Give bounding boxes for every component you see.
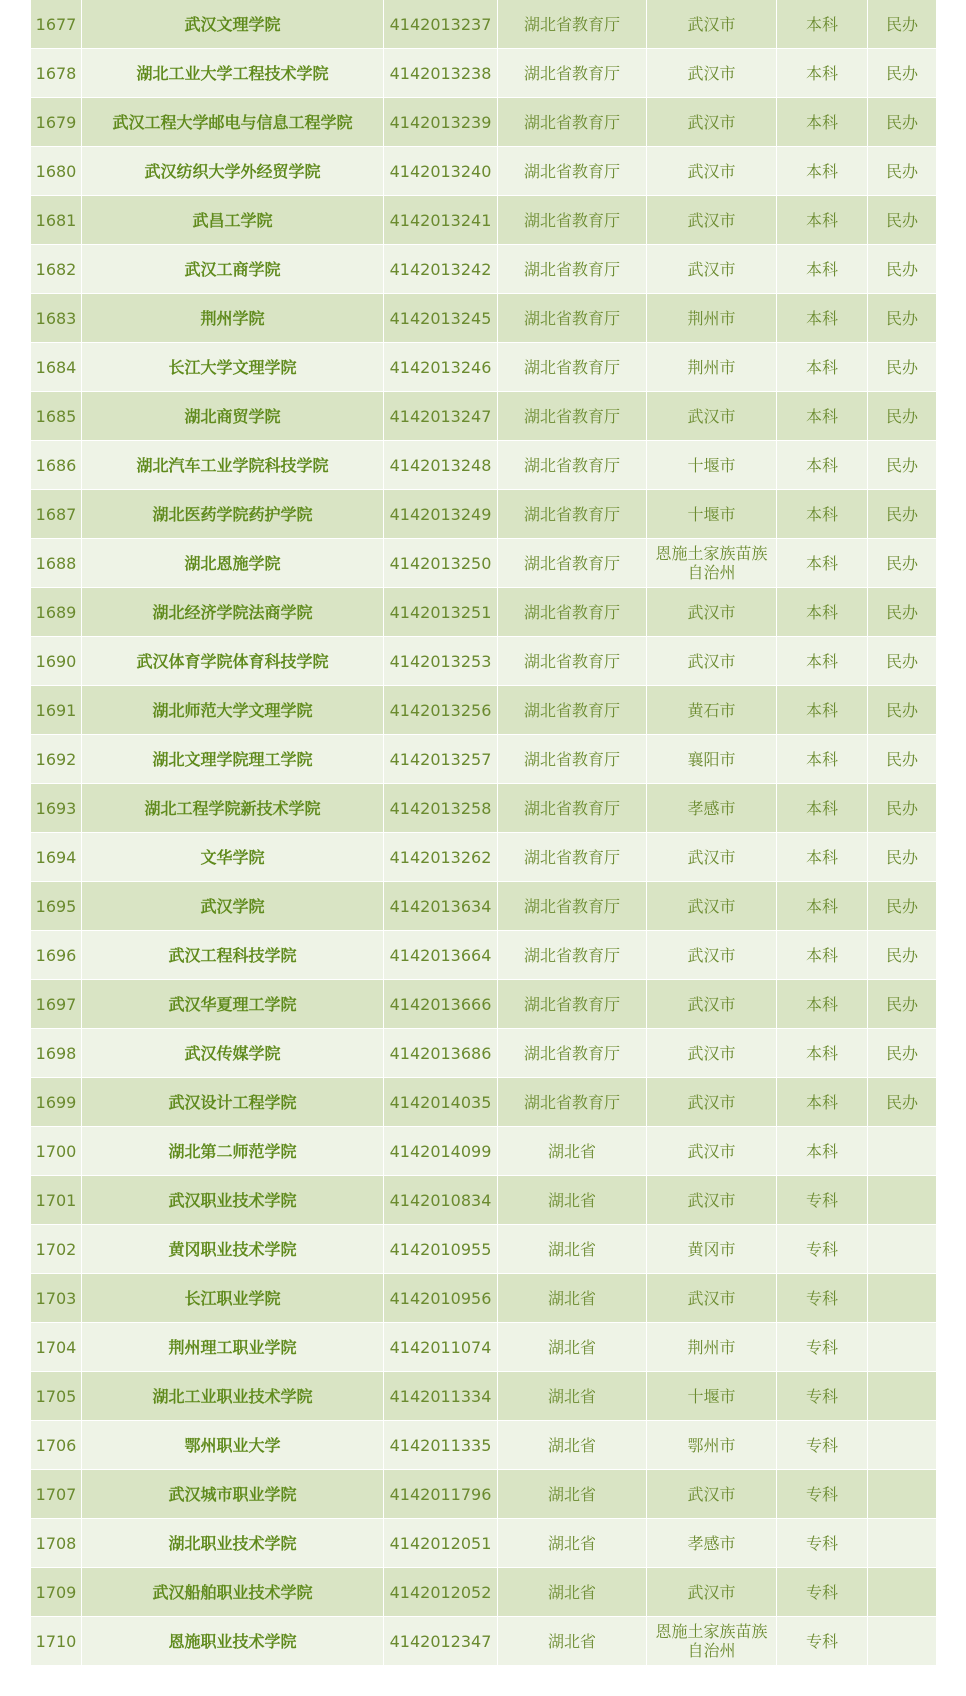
- level-cell: 专科: [777, 1372, 868, 1421]
- school-name-cell: 湖北工业大学工程技术学院: [82, 49, 384, 98]
- school-code-cell: 4142010956: [384, 1274, 498, 1323]
- table-row: [31, 490, 937, 539]
- table-row: [31, 196, 937, 245]
- authority-cell: 湖北省教育厅: [498, 147, 647, 196]
- level-cell: 专科: [777, 1323, 868, 1372]
- authority-cell: 湖北省教育厅: [498, 1029, 647, 1078]
- school-name-cell: 武汉船舶职业技术学院: [82, 1568, 384, 1617]
- school-code-cell: 4142013240: [384, 147, 498, 196]
- row-number-cell: 1692: [31, 735, 82, 784]
- school-code-cell: 4142013666: [384, 980, 498, 1029]
- table-row: [31, 539, 937, 588]
- authority-cell: 湖北省: [498, 1372, 647, 1421]
- city-cell: 鄂州市: [647, 1421, 777, 1470]
- city-cell: 武汉市: [647, 637, 777, 686]
- school-code-cell: 4142013257: [384, 735, 498, 784]
- table-row: [31, 1176, 937, 1225]
- table-row: [31, 931, 937, 980]
- authority-cell: 湖北省: [498, 1274, 647, 1323]
- level-cell: 专科: [777, 1274, 868, 1323]
- authority-cell: 湖北省教育厅: [498, 637, 647, 686]
- city-cell: 武汉市: [647, 833, 777, 882]
- city-cell: 十堰市: [647, 490, 777, 539]
- remark-cell: [868, 1225, 937, 1274]
- school-name-cell: 湖北工业职业技术学院: [82, 1372, 384, 1421]
- row-number-cell: 1706: [31, 1421, 82, 1470]
- table-row: [31, 1029, 937, 1078]
- remark-cell: 民办: [868, 980, 937, 1029]
- city-cell: 武汉市: [647, 1029, 777, 1078]
- table-row: [31, 686, 937, 735]
- authority-cell: 湖北省教育厅: [498, 882, 647, 931]
- school-name-cell: 湖北师范大学文理学院: [82, 686, 384, 735]
- authority-cell: 湖北省教育厅: [498, 196, 647, 245]
- level-cell: 本科: [777, 539, 868, 588]
- school-code-cell: 4142013634: [384, 882, 498, 931]
- level-cell: 本科: [777, 392, 868, 441]
- city-cell: 武汉市: [647, 147, 777, 196]
- city-cell: 十堰市: [647, 441, 777, 490]
- city-cell: 恩施土家族苗族自治州: [647, 539, 777, 588]
- level-cell: 本科: [777, 294, 868, 343]
- school-name-cell: 武汉纺织大学外经贸学院: [82, 147, 384, 196]
- city-cell: 襄阳市: [647, 735, 777, 784]
- level-cell: 本科: [777, 343, 868, 392]
- city-cell: 武汉市: [647, 1568, 777, 1617]
- table-row: [31, 1470, 937, 1519]
- authority-cell: 湖北省: [498, 1323, 647, 1372]
- level-cell: 本科: [777, 1127, 868, 1176]
- level-cell: 本科: [777, 147, 868, 196]
- school-name-cell: 湖北第二师范学院: [82, 1127, 384, 1176]
- remark-cell: [868, 1127, 937, 1176]
- city-cell: 武汉市: [647, 49, 777, 98]
- row-number-cell: 1689: [31, 588, 82, 637]
- school-code-cell: 4142012347: [384, 1617, 498, 1666]
- table-row: [31, 1568, 937, 1617]
- row-number-cell: 1691: [31, 686, 82, 735]
- school-code-cell: 4142013241: [384, 196, 498, 245]
- level-cell: 本科: [777, 490, 868, 539]
- table-row: [31, 1078, 937, 1127]
- row-number-cell: 1702: [31, 1225, 82, 1274]
- remark-cell: 民办: [868, 931, 937, 980]
- authority-cell: 湖北省: [498, 1127, 647, 1176]
- row-number-cell: 1695: [31, 882, 82, 931]
- authority-cell: 湖北省: [498, 1470, 647, 1519]
- table-row: [31, 49, 937, 98]
- row-number-cell: 1684: [31, 343, 82, 392]
- level-cell: 本科: [777, 98, 868, 147]
- row-number-cell: 1690: [31, 637, 82, 686]
- authority-cell: 湖北省: [498, 1421, 647, 1470]
- row-number-cell: 1685: [31, 392, 82, 441]
- school-name-cell: 武汉学院: [82, 882, 384, 931]
- row-number-cell: 1682: [31, 245, 82, 294]
- remark-cell: 民办: [868, 98, 937, 147]
- remark-cell: 民办: [868, 49, 937, 98]
- remark-cell: 民办: [868, 637, 937, 686]
- level-cell: 专科: [777, 1617, 868, 1666]
- school-code-cell: 4142013253: [384, 637, 498, 686]
- level-cell: 本科: [777, 1029, 868, 1078]
- school-name-cell: 武昌工学院: [82, 196, 384, 245]
- authority-cell: 湖北省: [498, 1519, 647, 1568]
- row-number-cell: 1683: [31, 294, 82, 343]
- city-cell: 荆州市: [647, 294, 777, 343]
- school-code-cell: 4142013247: [384, 392, 498, 441]
- authority-cell: 湖北省教育厅: [498, 245, 647, 294]
- school-code-cell: 4142013250: [384, 539, 498, 588]
- table-row: [31, 441, 937, 490]
- level-cell: 专科: [777, 1421, 868, 1470]
- city-cell: 孝感市: [647, 1519, 777, 1568]
- school-name-cell: 武汉城市职业学院: [82, 1470, 384, 1519]
- remark-cell: [868, 1372, 937, 1421]
- level-cell: 本科: [777, 686, 868, 735]
- table-row: [31, 1127, 937, 1176]
- school-code-cell: 4142014035: [384, 1078, 498, 1127]
- authority-cell: 湖北省教育厅: [498, 1078, 647, 1127]
- row-number-cell: 1709: [31, 1568, 82, 1617]
- school-code-cell: 4142011074: [384, 1323, 498, 1372]
- school-list-table: [30, 0, 937, 1666]
- row-number-cell: 1703: [31, 1274, 82, 1323]
- school-code-cell: 4142011334: [384, 1372, 498, 1421]
- table-row: [31, 1372, 937, 1421]
- remark-cell: 民办: [868, 490, 937, 539]
- city-cell: 黄石市: [647, 686, 777, 735]
- school-name-cell: 湖北医药学院药护学院: [82, 490, 384, 539]
- authority-cell: 湖北省教育厅: [498, 294, 647, 343]
- city-cell: 武汉市: [647, 98, 777, 147]
- remark-cell: 民办: [868, 833, 937, 882]
- city-cell: 武汉市: [647, 1176, 777, 1225]
- remark-cell: [868, 1323, 937, 1372]
- row-number-cell: 1701: [31, 1176, 82, 1225]
- table-row: [31, 882, 937, 931]
- school-code-cell: 4142010955: [384, 1225, 498, 1274]
- authority-cell: 湖北省教育厅: [498, 588, 647, 637]
- school-name-cell: 武汉工程大学邮电与信息工程学院: [82, 98, 384, 147]
- table-row: [31, 1421, 937, 1470]
- row-number-cell: 1687: [31, 490, 82, 539]
- school-code-cell: 4142013262: [384, 833, 498, 882]
- city-cell: 武汉市: [647, 1470, 777, 1519]
- row-number-cell: 1700: [31, 1127, 82, 1176]
- school-code-cell: 4142013258: [384, 784, 498, 833]
- school-code-cell: 4142013239: [384, 98, 498, 147]
- table-row: [31, 1519, 937, 1568]
- table-row: [31, 637, 937, 686]
- remark-cell: 民办: [868, 588, 937, 637]
- remark-cell: 民办: [868, 735, 937, 784]
- row-number-cell: 1680: [31, 147, 82, 196]
- authority-cell: 湖北省教育厅: [498, 392, 647, 441]
- row-number-cell: 1697: [31, 980, 82, 1029]
- authority-cell: 湖北省教育厅: [498, 441, 647, 490]
- table-row: [31, 0, 937, 49]
- table-row: [31, 147, 937, 196]
- remark-cell: [868, 1421, 937, 1470]
- table-row: [31, 1323, 937, 1372]
- school-name-cell: 湖北职业技术学院: [82, 1519, 384, 1568]
- school-code-cell: 4142013664: [384, 931, 498, 980]
- remark-cell: [868, 1274, 937, 1323]
- school-name-cell: 湖北商贸学院: [82, 392, 384, 441]
- level-cell: 本科: [777, 196, 868, 245]
- city-cell: 武汉市: [647, 392, 777, 441]
- level-cell: 专科: [777, 1519, 868, 1568]
- remark-cell: 民办: [868, 392, 937, 441]
- table-body: [31, 0, 937, 1666]
- remark-cell: 民办: [868, 686, 937, 735]
- school-name-cell: 湖北工程学院新技术学院: [82, 784, 384, 833]
- level-cell: 专科: [777, 1176, 868, 1225]
- remark-cell: 民办: [868, 784, 937, 833]
- school-name-cell: 长江职业学院: [82, 1274, 384, 1323]
- level-cell: 专科: [777, 1568, 868, 1617]
- city-cell: 武汉市: [647, 196, 777, 245]
- authority-cell: 湖北省: [498, 1225, 647, 1274]
- school-code-cell: 4142013248: [384, 441, 498, 490]
- school-name-cell: 湖北汽车工业学院科技学院: [82, 441, 384, 490]
- authority-cell: 湖北省教育厅: [498, 784, 647, 833]
- remark-cell: 民办: [868, 882, 937, 931]
- school-name-cell: 黄冈职业技术学院: [82, 1225, 384, 1274]
- remark-cell: 民办: [868, 441, 937, 490]
- level-cell: 本科: [777, 735, 868, 784]
- school-code-cell: 4142013256: [384, 686, 498, 735]
- level-cell: 本科: [777, 441, 868, 490]
- level-cell: 本科: [777, 931, 868, 980]
- level-cell: 专科: [777, 1470, 868, 1519]
- authority-cell: 湖北省教育厅: [498, 98, 647, 147]
- authority-cell: 湖北省教育厅: [498, 980, 647, 1029]
- school-code-cell: 4142012052: [384, 1568, 498, 1617]
- table-row: [31, 1274, 937, 1323]
- table-row: [31, 784, 937, 833]
- school-name-cell: 湖北恩施学院: [82, 539, 384, 588]
- row-number-cell: 1686: [31, 441, 82, 490]
- school-name-cell: 湖北文理学院理工学院: [82, 735, 384, 784]
- city-cell: 武汉市: [647, 1127, 777, 1176]
- remark-cell: 民办: [868, 0, 937, 49]
- remark-cell: 民办: [868, 147, 937, 196]
- school-code-cell: 4142014099: [384, 1127, 498, 1176]
- school-name-cell: 恩施职业技术学院: [82, 1617, 384, 1666]
- city-cell: 武汉市: [647, 245, 777, 294]
- city-cell: 武汉市: [647, 980, 777, 1029]
- school-code-cell: 4142013238: [384, 49, 498, 98]
- authority-cell: 湖北省教育厅: [498, 343, 647, 392]
- city-cell: 武汉市: [647, 0, 777, 49]
- remark-cell: [868, 1176, 937, 1225]
- remark-cell: [868, 1519, 937, 1568]
- remark-cell: [868, 1617, 937, 1666]
- school-name-cell: 武汉职业技术学院: [82, 1176, 384, 1225]
- level-cell: 本科: [777, 980, 868, 1029]
- authority-cell: 湖北省: [498, 1617, 647, 1666]
- level-cell: 专科: [777, 1225, 868, 1274]
- authority-cell: 湖北省教育厅: [498, 686, 647, 735]
- school-code-cell: 4142013251: [384, 588, 498, 637]
- level-cell: 本科: [777, 0, 868, 49]
- row-number-cell: 1693: [31, 784, 82, 833]
- authority-cell: 湖北省教育厅: [498, 539, 647, 588]
- row-number-cell: 1707: [31, 1470, 82, 1519]
- authority-cell: 湖北省教育厅: [498, 931, 647, 980]
- row-number-cell: 1710: [31, 1617, 82, 1666]
- row-number-cell: 1688: [31, 539, 82, 588]
- level-cell: 本科: [777, 637, 868, 686]
- remark-cell: 民办: [868, 539, 937, 588]
- row-number-cell: 1696: [31, 931, 82, 980]
- school-name-cell: 荆州理工职业学院: [82, 1323, 384, 1372]
- table-row: [31, 98, 937, 147]
- authority-cell: 湖北省教育厅: [498, 735, 647, 784]
- level-cell: 本科: [777, 245, 868, 294]
- level-cell: 本科: [777, 784, 868, 833]
- school-code-cell: 4142013245: [384, 294, 498, 343]
- school-name-cell: 武汉华夏理工学院: [82, 980, 384, 1029]
- authority-cell: 湖北省教育厅: [498, 490, 647, 539]
- school-name-cell: 荆州学院: [82, 294, 384, 343]
- city-cell: 武汉市: [647, 882, 777, 931]
- table-row: [31, 735, 937, 784]
- school-code-cell: 4142013686: [384, 1029, 498, 1078]
- row-number-cell: 1705: [31, 1372, 82, 1421]
- table-row: [31, 980, 937, 1029]
- school-code-cell: 4142011796: [384, 1470, 498, 1519]
- school-name-cell: 武汉工程科技学院: [82, 931, 384, 980]
- city-cell: 十堰市: [647, 1372, 777, 1421]
- school-code-cell: 4142012051: [384, 1519, 498, 1568]
- school-code-cell: 4142011335: [384, 1421, 498, 1470]
- remark-cell: 民办: [868, 245, 937, 294]
- remark-cell: 民办: [868, 1078, 937, 1127]
- remark-cell: 民办: [868, 294, 937, 343]
- city-cell: 武汉市: [647, 1078, 777, 1127]
- row-number-cell: 1679: [31, 98, 82, 147]
- school-code-cell: 4142013237: [384, 0, 498, 49]
- table-row: [31, 392, 937, 441]
- school-name-cell: 文华学院: [82, 833, 384, 882]
- city-cell: 武汉市: [647, 588, 777, 637]
- level-cell: 本科: [777, 882, 868, 931]
- city-cell: 孝感市: [647, 784, 777, 833]
- table-row: [31, 343, 937, 392]
- level-cell: 本科: [777, 588, 868, 637]
- city-cell: 武汉市: [647, 931, 777, 980]
- school-name-cell: 武汉工商学院: [82, 245, 384, 294]
- city-cell: 武汉市: [647, 1274, 777, 1323]
- level-cell: 本科: [777, 49, 868, 98]
- school-name-cell: 湖北经济学院法商学院: [82, 588, 384, 637]
- row-number-cell: 1699: [31, 1078, 82, 1127]
- authority-cell: 湖北省教育厅: [498, 49, 647, 98]
- row-number-cell: 1708: [31, 1519, 82, 1568]
- school-name-cell: 武汉文理学院: [82, 0, 384, 49]
- school-name-cell: 长江大学文理学院: [82, 343, 384, 392]
- city-cell: 黄冈市: [647, 1225, 777, 1274]
- level-cell: 本科: [777, 833, 868, 882]
- remark-cell: 民办: [868, 1029, 937, 1078]
- row-number-cell: 1704: [31, 1323, 82, 1372]
- row-number-cell: 1681: [31, 196, 82, 245]
- school-name-cell: 武汉设计工程学院: [82, 1078, 384, 1127]
- city-cell: 荆州市: [647, 343, 777, 392]
- remark-cell: [868, 1568, 937, 1617]
- school-code-cell: 4142013246: [384, 343, 498, 392]
- table-row: [31, 294, 937, 343]
- table-row: [31, 1617, 937, 1666]
- school-name-cell: 鄂州职业大学: [82, 1421, 384, 1470]
- row-number-cell: 1698: [31, 1029, 82, 1078]
- level-cell: 本科: [777, 1078, 868, 1127]
- authority-cell: 湖北省: [498, 1176, 647, 1225]
- authority-cell: 湖北省教育厅: [498, 833, 647, 882]
- school-name-cell: 武汉传媒学院: [82, 1029, 384, 1078]
- city-cell: 荆州市: [647, 1323, 777, 1372]
- table-row: [31, 245, 937, 294]
- row-number-cell: 1694: [31, 833, 82, 882]
- row-number-cell: 1678: [31, 49, 82, 98]
- table-row: [31, 1225, 937, 1274]
- table-row: [31, 833, 937, 882]
- school-code-cell: 4142013242: [384, 245, 498, 294]
- remark-cell: [868, 1470, 937, 1519]
- row-number-cell: 1677: [31, 0, 82, 49]
- remark-cell: 民办: [868, 343, 937, 392]
- authority-cell: 湖北省教育厅: [498, 0, 647, 49]
- remark-cell: 民办: [868, 196, 937, 245]
- school-name-cell: 武汉体育学院体育科技学院: [82, 637, 384, 686]
- school-code-cell: 4142013249: [384, 490, 498, 539]
- school-code-cell: 4142010834: [384, 1176, 498, 1225]
- table-row: [31, 588, 937, 637]
- authority-cell: 湖北省: [498, 1568, 647, 1617]
- city-cell: 恩施土家族苗族自治州: [647, 1617, 777, 1666]
